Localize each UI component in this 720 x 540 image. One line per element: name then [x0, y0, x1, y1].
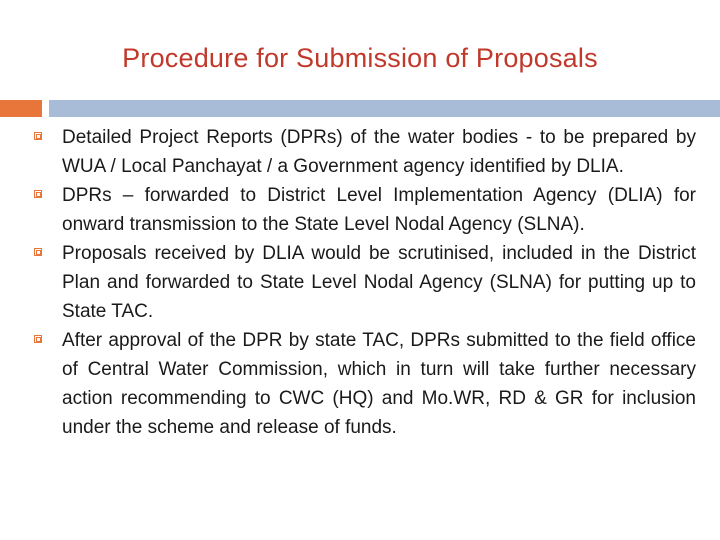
square-bullet-icon — [34, 248, 42, 256]
bullet-list — [62, 123, 696, 442]
accent-bar-orange — [0, 100, 42, 117]
accent-bar-blue — [49, 100, 720, 117]
bullet-text: Proposals received by DLIA would be scrutinised, included in the District Plan and forwarded to State Level Nodal Agency (SLNA) for putting up to State TAC. — [62, 243, 696, 322]
bullet-text: DPRs – forwarded to District Level Implementation Agency (DLIA) for onward transmission to the State Level Nodal Agency (SLNA). — [62, 185, 696, 235]
bullet-item — [62, 239, 696, 326]
slide-title: Procedure for Submission of Proposals — [122, 43, 598, 73]
square-bullet-icon — [34, 335, 42, 343]
bullet-item — [62, 326, 696, 442]
bullet-item — [62, 123, 696, 181]
square-bullet-icon — [34, 190, 42, 198]
bullet-text: Detailed Project Reports (DPRs) of the water bodies - to be prepared by WUA / Local Panchayat / a Government agency identified by DLIA. — [62, 127, 696, 177]
bullet-item — [62, 181, 696, 239]
square-bullet-icon — [34, 132, 42, 140]
bullet-text: After approval of the DPR by state TAC, DPRs submitted to the field office of Central Water Commission, which in turn will take further necessary action recommending to CWC (HQ) and Mo.WR, RD & GR for inclusion under the scheme and release of funds. — [62, 330, 696, 438]
